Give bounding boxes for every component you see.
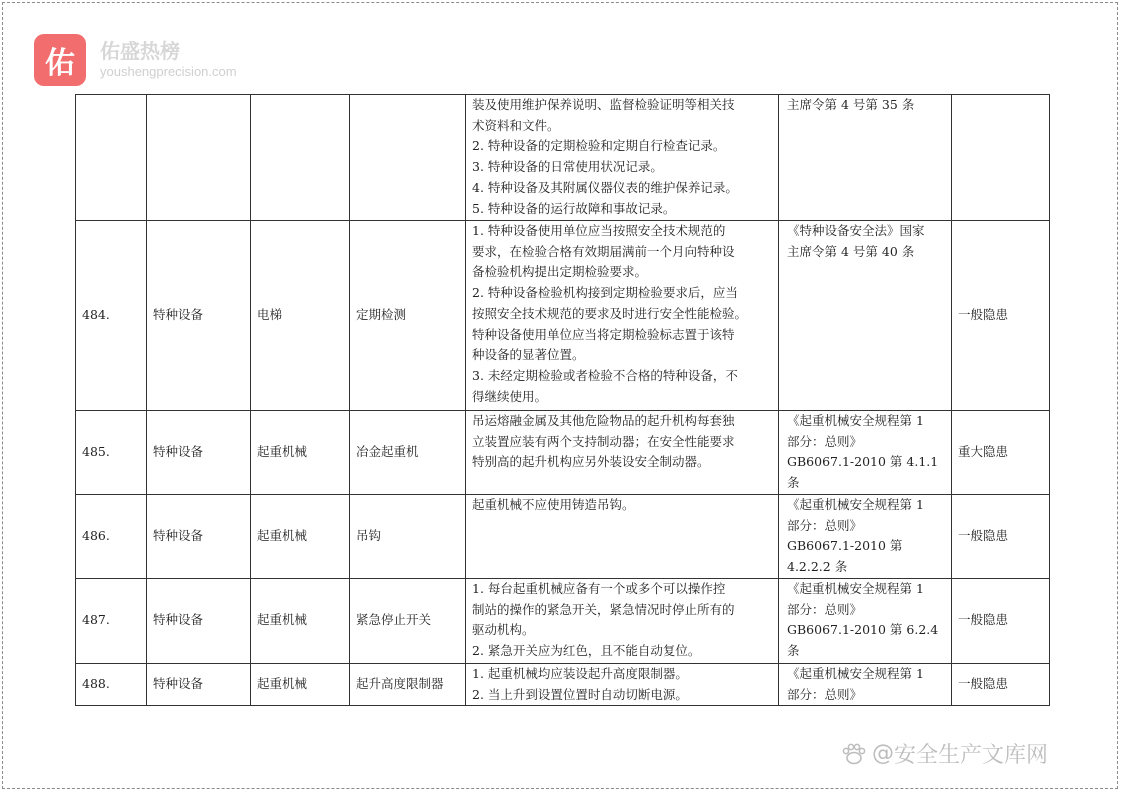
- cell-requirements-line: 1. 特种设备使用单位应当按照安全技术规范的: [472, 223, 726, 238]
- cell-basis: [779, 663, 952, 705]
- cell-basis-line: 部分：总则》: [787, 517, 863, 533]
- brand-logo[interactable]: [34, 34, 237, 86]
- cell-basis-line: 主席令第 4 号第 40 条: [787, 243, 915, 259]
- cell-item: 冶金起重机: [350, 411, 466, 495]
- table-row: [76, 578, 1050, 663]
- cell-item: [350, 95, 466, 221]
- cell-equipment: 起重机械: [251, 663, 350, 705]
- table-body: [76, 95, 1050, 706]
- cell-requirements-line: 4. 特种设备及其附属仪器仪表的维护保养记录。: [472, 179, 738, 195]
- cell-requirements-line: 2. 特种设备的定期检验和定期自行检查记录。: [472, 138, 726, 154]
- cell-equipment: 起重机械: [251, 578, 350, 663]
- cell-requirements-line: 1. 起重机械均应装设起升高度限制器。: [472, 665, 688, 681]
- cell-requirements-line: 按照安全技术规范的要求及时进行安全性能检验。: [472, 305, 748, 321]
- cell-requirements-line: 制站的操作的紧急开关，紧急情况时停止所有的: [472, 601, 735, 617]
- cell-requirements-line: 得继续使用。: [472, 388, 548, 404]
- cell-basis-line: 部分：总则》: [787, 601, 863, 617]
- table-row: [76, 663, 1050, 705]
- hazard-table: [75, 94, 1050, 706]
- cell-basis: [779, 578, 952, 663]
- cell-requirements-line: 要求，在检验合格有效期届满前一个月向特种设: [472, 243, 735, 259]
- cell-category: 特种设备: [147, 411, 251, 495]
- cell-number: 484.: [76, 221, 147, 411]
- table-row: [76, 494, 1050, 578]
- cell-basis-line: 《特种设备安全法》国家: [787, 223, 925, 238]
- cell-requirements-line: 特种设备使用单位应当将定期检验标志置于该特: [472, 326, 735, 342]
- cell-requirements: [466, 95, 779, 221]
- cell-equipment: 起重机械: [251, 411, 350, 495]
- cell-requirements-line: 术资料和文件。: [472, 117, 560, 133]
- cell-basis-line: GB6067.1-2010 第 6.2.4 条: [787, 622, 939, 658]
- cell-requirements: [466, 411, 779, 495]
- cell-basis-line: 部分：总则》: [787, 686, 863, 702]
- cell-requirements-line: 2. 特种设备检验机构接到定期检验要求后，应当: [472, 285, 738, 301]
- cell-hazard-level: 一般隐患: [952, 663, 1050, 705]
- table-row: [76, 411, 1050, 495]
- watermark: [840, 738, 1048, 769]
- cell-requirements-line: 1. 每台起重机械应备有一个或多个可以操作控: [472, 580, 726, 596]
- cell-hazard-level: 一般隐患: [952, 494, 1050, 578]
- cell-requirements: [466, 494, 779, 578]
- cell-equipment: [251, 95, 350, 221]
- cell-number: 488.: [76, 663, 147, 705]
- cell-number: 486.: [76, 494, 147, 578]
- cell-basis-line: 部分：总则》: [787, 433, 863, 449]
- cell-basis: [779, 411, 952, 495]
- cell-requirements-line: 2. 当上升到设置位置时自动切断电源。: [472, 686, 688, 702]
- paw-icon: [840, 743, 868, 765]
- cell-item: 起升高度限制器: [350, 663, 466, 705]
- cell-equipment: 电梯: [251, 221, 350, 411]
- cell-requirements-line: 3. 未经定期检验或者检验不合格的特种设备，不: [472, 367, 738, 383]
- cell-basis: [779, 95, 952, 221]
- cell-basis-line: 《起重机械安全规程第 1: [787, 496, 924, 512]
- cell-item: 吊钩: [350, 494, 466, 578]
- brand-badge-icon: 佑: [34, 34, 86, 86]
- cell-requirements-line: 5. 特种设备的运行故障和事故记录。: [472, 200, 676, 216]
- cell-category: 特种设备: [147, 578, 251, 663]
- cell-basis-line: GB6067.1-2010 第: [787, 538, 903, 554]
- watermark-at: @: [872, 741, 894, 766]
- cell-requirements-line: 装及使用维护保养说明、监督检验证明等相关技: [472, 97, 735, 112]
- watermark-text: 安全生产文库网: [894, 743, 1049, 768]
- cell-item: 紧急停止开关: [350, 578, 466, 663]
- cell-item: 定期检测: [350, 221, 466, 411]
- cell-requirements-line: 吊运熔融金属及其他危险物品的起升机构每套独: [472, 413, 735, 428]
- table-row: [76, 221, 1050, 411]
- cell-category: 特种设备: [147, 494, 251, 578]
- cell-requirements: [466, 221, 779, 411]
- cell-requirements-line: 3. 特种设备的日常使用状况记录。: [472, 159, 663, 175]
- cell-number: 487.: [76, 578, 147, 663]
- brand-url: youshengprecision.com: [100, 64, 237, 79]
- cell-category: [147, 95, 251, 221]
- cell-basis-line: 4.2.2.2 条: [787, 558, 848, 574]
- cell-basis: [779, 221, 952, 411]
- cell-requirements-line: 种设备的显著位置。: [472, 347, 585, 363]
- cell-requirements-line: 驱动机构。: [472, 622, 535, 638]
- cell-hazard-level: [952, 95, 1050, 221]
- brand-text: [100, 39, 237, 81]
- cell-requirements-line: 备检验机构提出定期检验要求。: [472, 264, 648, 280]
- cell-hazard-level: 重大隐患: [952, 411, 1050, 495]
- cell-category: 特种设备: [147, 663, 251, 705]
- cell-category: 特种设备: [147, 221, 251, 411]
- table-row: [76, 95, 1050, 221]
- cell-basis-line: 《起重机械安全规程第 1: [787, 665, 924, 681]
- cell-requirements: [466, 578, 779, 663]
- cell-requirements-line: 特别高的起升机构应另外装设安全制动器。: [472, 454, 710, 470]
- cell-requirements-line: 2. 紧急开关应为红色，且不能自动复位。: [472, 642, 701, 658]
- cell-basis-line: GB6067.1-2010 第 4.1.1 条: [787, 454, 939, 491]
- cell-basis-line: 《起重机械安全规程第 1: [787, 580, 924, 596]
- cell-number: 485.: [76, 411, 147, 495]
- cell-basis: [779, 494, 952, 578]
- cell-equipment: 起重机械: [251, 494, 350, 578]
- cell-number: [76, 95, 147, 221]
- cell-hazard-level: 一般隐患: [952, 221, 1050, 411]
- cell-hazard-level: 一般隐患: [952, 578, 1050, 663]
- cell-requirements-line: 起重机械不应使用铸造吊钩。: [472, 496, 635, 512]
- cell-requirements-line: 立装置应装有两个支持制动器；在安全性能要求: [472, 433, 735, 449]
- brand-name: 佑盛热榜: [100, 39, 180, 63]
- cell-basis-line: 主席令第 4 号第 35 条: [787, 97, 915, 112]
- cell-basis-line: 《起重机械安全规程第 1: [787, 413, 924, 428]
- cell-requirements: [466, 663, 779, 705]
